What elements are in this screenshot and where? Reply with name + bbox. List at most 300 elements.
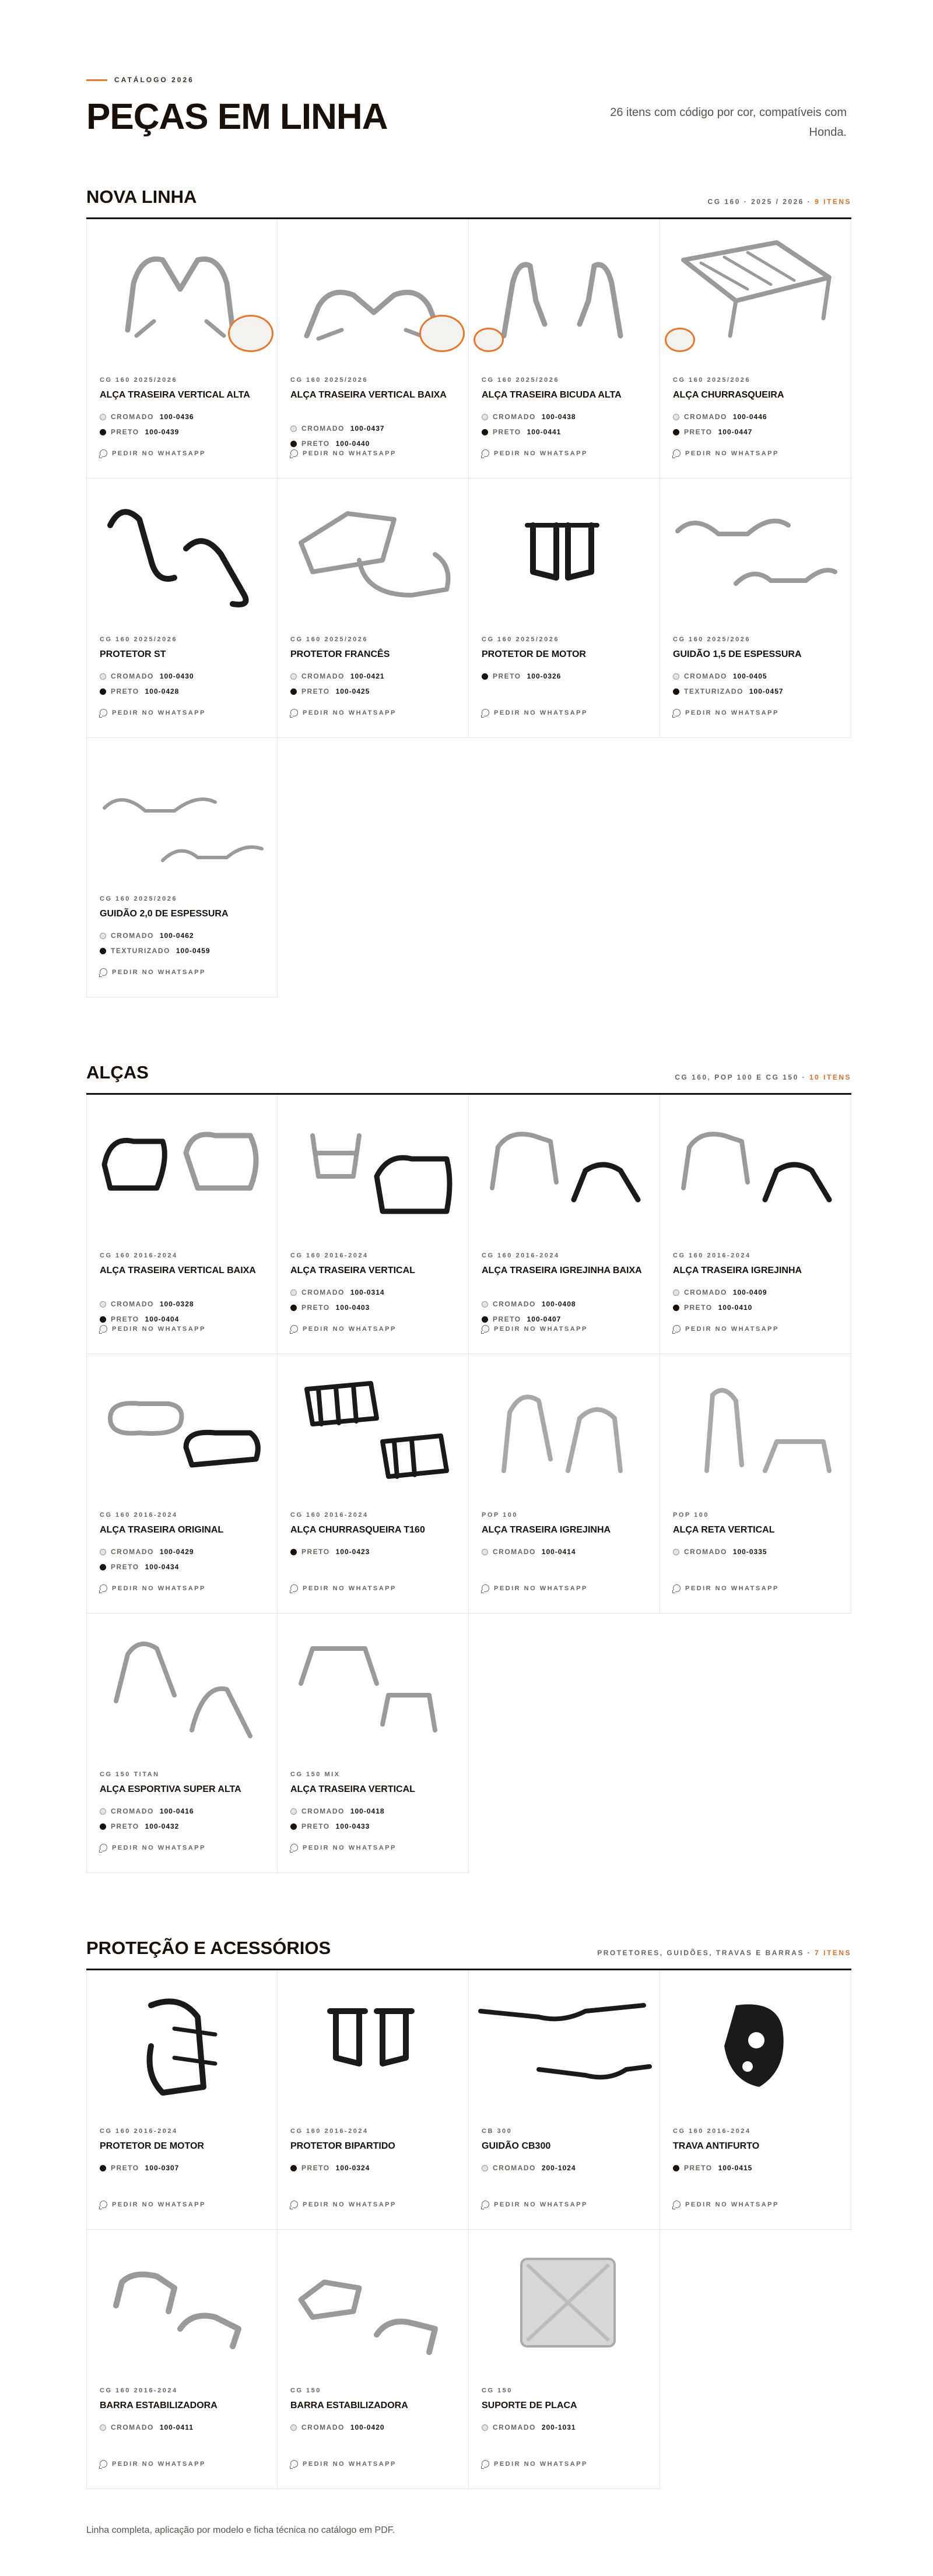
whatsapp-icon <box>290 1325 298 1333</box>
variant-row <box>100 1544 194 1559</box>
eyebrow-label: CATÁLOGO 2026 <box>114 76 194 84</box>
product-image <box>87 1095 277 1242</box>
product-name: SUPORTE DE PLACA <box>482 2401 577 2410</box>
product-image <box>278 1095 468 1242</box>
chrome-swatch-icon <box>290 426 297 432</box>
accent-dash <box>86 79 107 81</box>
whatsapp-order-link[interactable] <box>482 1584 588 1592</box>
whatsapp-icon <box>100 1584 107 1592</box>
product-name: BARRA ESTABILIZADORA <box>290 2401 408 2410</box>
product-illustration <box>87 2230 277 2377</box>
variant-list <box>100 1544 194 1575</box>
whatsapp-label: PEDIR NO WHATSAPP <box>685 449 779 457</box>
product-image <box>469 2230 660 2377</box>
variant-code: 100-0307 <box>145 2164 180 2172</box>
product-illustration <box>660 1354 850 1501</box>
product-name: ALÇA TRASEIRA VERTICAL ALTA <box>100 390 250 400</box>
whatsapp-icon <box>482 1325 489 1333</box>
product-name: GUIDÃO CB300 <box>482 2141 551 2151</box>
product-illustration <box>278 1970 468 2117</box>
variant-code: 100-0438 <box>541 413 576 421</box>
whatsapp-icon <box>100 968 107 976</box>
chrome-swatch-icon <box>673 414 679 420</box>
variant-label: CROMADO <box>301 1807 345 1815</box>
variant-code: 100-0404 <box>145 1315 180 1323</box>
variant-row <box>673 424 767 440</box>
variant-label: CROMADO <box>111 1548 154 1556</box>
variant-code: 100-0459 <box>176 947 211 955</box>
variant-row <box>482 2420 576 2435</box>
product-illustration <box>87 1970 277 2117</box>
whatsapp-icon <box>100 449 107 457</box>
variant-code: 100-0437 <box>350 424 385 433</box>
product-image <box>278 1614 468 1760</box>
variant-code: 100-0440 <box>335 440 370 448</box>
black-swatch-icon <box>482 673 488 680</box>
product-name: ALÇA TRASEIRA VERTICAL BAIXA <box>290 390 447 400</box>
variant-label: CROMADO <box>493 1300 536 1308</box>
variant-row <box>482 1296 576 1312</box>
product-image <box>278 1970 468 2117</box>
variant-code: 100-0324 <box>335 2164 370 2172</box>
product-illustration <box>469 2230 659 2377</box>
product-model: CG 160 2025/2026 <box>290 636 368 643</box>
whatsapp-icon <box>100 2201 107 2208</box>
whatsapp-label: PEDIR NO WHATSAPP <box>494 1325 588 1333</box>
variant-list <box>673 1544 767 1559</box>
product-model: CG 160 2016-2024 <box>100 1252 178 1259</box>
product-illustration <box>278 1614 468 1760</box>
variant-label: PRETO <box>111 2164 139 2172</box>
variant-row <box>290 2420 385 2435</box>
chrome-swatch-icon <box>673 1549 679 1555</box>
product-card <box>278 1354 469 1614</box>
whatsapp-icon <box>290 449 298 457</box>
product-image <box>87 738 277 885</box>
variant-label: PRETO <box>493 428 521 436</box>
variant-list <box>482 2160 576 2176</box>
color-preview-thumbnail <box>665 328 695 352</box>
chrome-swatch-icon <box>482 1549 488 1555</box>
chrome-swatch-icon <box>100 1549 106 1555</box>
variant-code: 100-0439 <box>145 428 180 436</box>
whatsapp-order-link[interactable] <box>673 1584 779 1592</box>
chrome-swatch-icon <box>290 1289 297 1296</box>
whatsapp-icon <box>482 2201 489 2208</box>
whatsapp-icon <box>290 2201 298 2208</box>
textured-swatch-icon <box>100 948 106 954</box>
product-model: CG 160 2025/2026 <box>100 377 177 384</box>
variant-label: PRETO <box>301 440 330 448</box>
whatsapp-order-link[interactable] <box>100 1325 206 1333</box>
product-illustration <box>660 1095 850 1242</box>
variant-code: 100-0414 <box>541 1548 576 1556</box>
product-illustration <box>469 1095 659 1242</box>
variant-row <box>673 1300 767 1315</box>
variant-label: CROMADO <box>111 672 154 680</box>
product-name: ALÇA TRASEIRA VERTICAL <box>290 1266 415 1275</box>
variant-row <box>290 684 385 699</box>
product-card <box>86 1970 278 2230</box>
black-swatch-icon <box>100 688 106 695</box>
product-model: CG 160 2025/2026 <box>482 636 559 643</box>
whatsapp-icon <box>290 2460 298 2468</box>
whatsapp-order-link[interactable] <box>482 1325 588 1333</box>
variant-code: 100-0447 <box>718 428 753 436</box>
variant-label: PRETO <box>111 428 139 436</box>
whatsapp-order-link[interactable] <box>290 709 397 716</box>
whatsapp-order-link[interactable] <box>290 1844 397 1851</box>
product-image <box>660 1095 851 1242</box>
variant-label: TEXTURIZADO <box>684 687 743 695</box>
product-illustration <box>87 1354 277 1501</box>
whatsapp-order-link[interactable] <box>482 449 588 457</box>
product-card <box>86 479 278 738</box>
product-model: CG 160 2025/2026 <box>290 377 368 384</box>
product-illustration <box>278 1354 468 1501</box>
black-swatch-icon <box>482 1316 488 1323</box>
variant-label: CROMADO <box>493 1548 536 1556</box>
variant-code: 100-0423 <box>335 1548 370 1556</box>
variant-code: 100-0314 <box>350 1288 385 1296</box>
product-illustration <box>87 479 277 625</box>
section-item-count: 10 ITENS <box>809 1073 851 1081</box>
product-illustration <box>278 479 468 625</box>
variant-list <box>100 409 194 440</box>
variant-label: CROMADO <box>111 1807 154 1815</box>
product-image <box>660 219 851 366</box>
section-nova-linha <box>86 172 851 997</box>
variant-label: CROMADO <box>301 1288 345 1296</box>
variant-code: 100-0415 <box>718 2164 753 2172</box>
variant-list <box>482 1544 576 1559</box>
variant-label: CROMADO <box>493 2164 536 2172</box>
color-preview-thumbnail <box>473 328 504 352</box>
product-grid <box>86 219 851 997</box>
intro-text: 26 itens com código por cor, compatíveis com Honda. <box>610 106 847 139</box>
variant-list <box>482 669 561 684</box>
product-card <box>469 2230 660 2489</box>
product-card <box>86 1095 278 1354</box>
whatsapp-label: PEDIR NO WHATSAPP <box>685 1325 779 1333</box>
whatsapp-icon <box>482 449 489 457</box>
whatsapp-icon <box>673 1584 681 1592</box>
product-card <box>86 219 278 479</box>
black-swatch-icon <box>290 688 297 695</box>
product-card <box>660 1095 851 1354</box>
product-model: CG 150 <box>290 2387 321 2394</box>
variant-label: PRETO <box>684 428 713 436</box>
section-meta <box>708 198 851 206</box>
product-model: CG 160 2016-2024 <box>290 1252 369 1259</box>
variant-code: 100-0409 <box>732 1288 767 1296</box>
black-swatch-icon <box>290 1549 297 1555</box>
variant-code: 100-0446 <box>732 413 767 421</box>
product-grid <box>86 1095 851 1873</box>
variant-row <box>100 2420 194 2435</box>
black-swatch-icon <box>673 1305 679 1311</box>
whatsapp-order-link[interactable] <box>100 1584 206 1592</box>
variant-list <box>482 2420 576 2435</box>
product-card <box>278 219 469 479</box>
whatsapp-order-link[interactable] <box>290 2460 397 2468</box>
whatsapp-label: PEDIR NO WHATSAPP <box>112 1584 206 1592</box>
variant-row <box>482 1544 576 1559</box>
chrome-swatch-icon <box>482 2424 488 2431</box>
variant-code: 100-0425 <box>335 687 370 695</box>
whatsapp-label: PEDIR NO WHATSAPP <box>494 449 588 457</box>
whatsapp-label: PEDIR NO WHATSAPP <box>494 709 588 716</box>
product-grid <box>86 1970 851 2489</box>
whatsapp-order-link[interactable] <box>673 709 779 716</box>
variant-code: 200-1031 <box>541 2423 576 2431</box>
whatsapp-order-link[interactable] <box>290 1584 397 1592</box>
variant-label: PRETO <box>493 1315 521 1323</box>
variant-list <box>673 1285 767 1315</box>
variant-row <box>100 943 211 958</box>
whatsapp-order-link[interactable] <box>100 2460 206 2468</box>
variant-label: PRETO <box>111 687 139 695</box>
variant-label: PRETO <box>111 1563 139 1571</box>
product-illustration <box>87 1095 277 1242</box>
whatsapp-order-link[interactable] <box>290 1325 397 1333</box>
whatsapp-label: PEDIR NO WHATSAPP <box>685 709 779 716</box>
product-image <box>278 219 468 366</box>
chrome-swatch-icon <box>290 2424 297 2431</box>
product-name: ALÇA TRASEIRA BICUDA ALTA <box>482 390 622 400</box>
variant-row <box>100 1559 194 1575</box>
whatsapp-order-link[interactable] <box>482 2460 588 2468</box>
product-name: PROTETOR FRANCÊS <box>290 649 390 659</box>
product-image <box>469 1354 660 1501</box>
variant-code: 100-0405 <box>732 672 767 680</box>
product-card <box>469 219 660 479</box>
whatsapp-icon <box>100 709 107 716</box>
product-name: ALÇA TRASEIRA ORIGINAL <box>100 1525 224 1535</box>
product-illustration <box>87 1614 277 1760</box>
variant-label: CROMADO <box>684 672 727 680</box>
chrome-swatch-icon <box>100 933 106 939</box>
product-name: TRAVA ANTIFURTO <box>673 2141 760 2151</box>
page-title: PEÇAS EM LINHA <box>86 97 388 137</box>
section-title: ALÇAS <box>86 1062 149 1083</box>
variant-label: CROMADO <box>111 1300 154 1308</box>
whatsapp-label: PEDIR NO WHATSAPP <box>112 709 206 716</box>
whatsapp-order-link[interactable] <box>673 1325 779 1333</box>
section-meta-text: CG 160, POP 100 E CG 150 · <box>675 1073 806 1081</box>
variant-label: CROMADO <box>111 2423 154 2431</box>
product-illustration <box>660 479 850 625</box>
variant-label: TEXTURIZADO <box>111 947 170 955</box>
variant-row <box>482 669 561 684</box>
product-card <box>86 2230 278 2489</box>
footer-note: Linha completa, aplicação por modelo e ficha técnica no catálogo em PDF. <box>86 2525 395 2535</box>
catalog-eyebrow <box>86 76 194 84</box>
product-image <box>278 1354 468 1501</box>
whatsapp-label: PEDIR NO WHATSAPP <box>112 1844 206 1851</box>
black-swatch-icon <box>100 1823 106 1830</box>
product-card <box>86 1614 278 1873</box>
whatsapp-order-link[interactable] <box>673 2201 779 2208</box>
product-card <box>469 1354 660 1614</box>
whatsapp-order-link[interactable] <box>100 1844 206 1851</box>
variant-code: 100-0436 <box>159 413 194 421</box>
variant-row <box>100 1819 194 1834</box>
textured-swatch-icon <box>673 688 679 695</box>
black-swatch-icon <box>673 2165 679 2171</box>
variant-list <box>673 409 767 440</box>
product-name: PROTETOR DE MOTOR <box>482 649 586 659</box>
whatsapp-order-link[interactable] <box>482 709 588 716</box>
variant-row <box>673 669 784 684</box>
whatsapp-icon <box>100 2460 107 2468</box>
variant-row <box>290 1300 385 1315</box>
product-name: ALÇA TRASEIRA IGREJINHA BAIXA <box>482 1266 642 1275</box>
whatsapp-label: PEDIR NO WHATSAPP <box>112 2201 206 2208</box>
product-card <box>278 1614 469 1873</box>
variant-code: 100-0421 <box>350 672 385 680</box>
whatsapp-order-link[interactable] <box>673 449 779 457</box>
chrome-swatch-icon <box>290 673 297 680</box>
whatsapp-label: PEDIR NO WHATSAPP <box>112 2460 206 2468</box>
product-model: CG 150 MIX <box>290 1771 341 1778</box>
whatsapp-icon <box>290 1844 298 1851</box>
variant-label: CROMADO <box>684 413 727 421</box>
variant-list <box>482 409 576 440</box>
variant-row <box>100 684 194 699</box>
product-card <box>278 1095 469 1354</box>
product-model: CB 300 <box>482 2128 513 2135</box>
variant-row <box>100 409 194 424</box>
product-image <box>278 479 468 625</box>
variant-row <box>673 2160 752 2176</box>
product-image <box>469 1970 660 2117</box>
product-model: CG 160 2025/2026 <box>673 377 750 384</box>
product-card <box>86 738 278 997</box>
chrome-swatch-icon <box>482 1301 488 1308</box>
product-name: ALÇA CHURRASQUEIRA <box>673 390 784 400</box>
variant-row <box>482 2160 576 2176</box>
product-name: GUIDÃO 2,0 DE ESPESSURA <box>100 909 229 919</box>
product-model: CG 160 2025/2026 <box>100 895 177 902</box>
whatsapp-label: PEDIR NO WHATSAPP <box>494 1584 588 1592</box>
chrome-swatch-icon <box>673 1289 679 1296</box>
whatsapp-label: PEDIR NO WHATSAPP <box>303 449 397 457</box>
whatsapp-icon <box>482 2460 489 2468</box>
whatsapp-order-link[interactable] <box>100 968 206 976</box>
variant-label: PRETO <box>301 1822 330 1830</box>
section-header <box>86 1048 851 1095</box>
variant-code: 100-0429 <box>159 1548 194 1556</box>
variant-code: 100-0407 <box>527 1315 562 1323</box>
variant-label: CROMADO <box>493 2423 536 2431</box>
variant-row <box>482 424 576 440</box>
whatsapp-order-link[interactable] <box>482 2201 588 2208</box>
variant-code: 100-0441 <box>527 428 562 436</box>
variant-list <box>100 2420 194 2435</box>
variant-label: PRETO <box>301 1548 330 1556</box>
product-illustration <box>469 1970 659 2117</box>
product-model: CG 160 2016-2024 <box>482 1252 560 1259</box>
variant-code: 100-0408 <box>541 1300 576 1308</box>
variant-label: CROMADO <box>111 932 154 940</box>
product-image <box>660 1354 851 1501</box>
variant-row <box>290 1804 385 1819</box>
variant-row <box>290 1285 385 1300</box>
section-meta-text: CG 160 · 2025 / 2026 · <box>707 198 812 206</box>
variant-label: CROMADO <box>111 413 154 421</box>
section-alcas <box>86 1048 851 1873</box>
variant-row <box>290 2160 370 2176</box>
product-card <box>86 1354 278 1614</box>
variant-label: PRETO <box>684 1303 713 1312</box>
product-image <box>87 479 277 625</box>
section-header <box>86 1923 851 1970</box>
whatsapp-label: PEDIR NO WHATSAPP <box>303 2460 397 2468</box>
chrome-swatch-icon <box>482 414 488 420</box>
variant-list <box>290 2420 385 2435</box>
variant-code: 100-0418 <box>350 1807 385 1815</box>
section-meta-text: PROTETORES, GUIDÕES, TRAVAS E BARRAS · <box>597 1949 812 1957</box>
variant-row <box>673 1285 767 1300</box>
variant-list <box>290 2160 370 2176</box>
variant-label: PRETO <box>111 1822 139 1830</box>
product-card <box>660 1970 851 2230</box>
black-swatch-icon <box>290 2165 297 2171</box>
variant-code: 100-0457 <box>749 687 784 695</box>
product-name: ALÇA TRASEIRA IGREJINHA <box>482 1525 611 1535</box>
whatsapp-label: PEDIR NO WHATSAPP <box>112 449 206 457</box>
product-card <box>469 1970 660 2230</box>
variant-row <box>100 424 194 440</box>
whatsapp-order-link[interactable] <box>290 449 397 457</box>
hero <box>86 0 847 172</box>
variant-label: PRETO <box>493 672 521 680</box>
chrome-swatch-icon <box>100 1808 106 1815</box>
whatsapp-order-link[interactable] <box>100 709 206 716</box>
product-model: CG 160 2016-2024 <box>673 1252 751 1259</box>
whatsapp-order-link[interactable] <box>100 449 206 457</box>
section-protecao-acessorios <box>86 1923 851 2489</box>
variant-list <box>290 1544 370 1559</box>
chrome-swatch-icon <box>482 2165 488 2171</box>
variant-list <box>673 2160 752 2176</box>
color-preview-thumbnail <box>228 315 273 352</box>
whatsapp-label: PEDIR NO WHATSAPP <box>303 1844 397 1851</box>
black-swatch-icon <box>290 1305 297 1311</box>
product-name: GUIDÃO 1,5 DE ESPESSURA <box>673 649 802 659</box>
product-card <box>278 2230 469 2489</box>
variant-code: 100-0416 <box>159 1807 194 1815</box>
black-swatch-icon <box>100 1316 106 1323</box>
product-image <box>87 219 277 366</box>
chrome-swatch-icon <box>290 1808 297 1815</box>
product-card <box>469 1095 660 1354</box>
product-illustration <box>469 479 659 625</box>
variant-list <box>290 1285 385 1315</box>
section-header <box>86 172 851 219</box>
section-title: PROTEÇÃO E ACESSÓRIOS <box>86 1938 331 1958</box>
variant-list <box>100 928 211 958</box>
whatsapp-icon <box>100 1325 107 1333</box>
product-model: CG 160 2016-2024 <box>100 1512 178 1519</box>
whatsapp-order-link[interactable] <box>290 2201 397 2208</box>
product-image <box>87 1354 277 1501</box>
whatsapp-order-link[interactable] <box>100 2201 206 2208</box>
whatsapp-label: PEDIR NO WHATSAPP <box>303 1325 397 1333</box>
variant-row <box>290 669 385 684</box>
product-name: ALÇA TRASEIRA VERTICAL BAIXA <box>100 1266 256 1275</box>
